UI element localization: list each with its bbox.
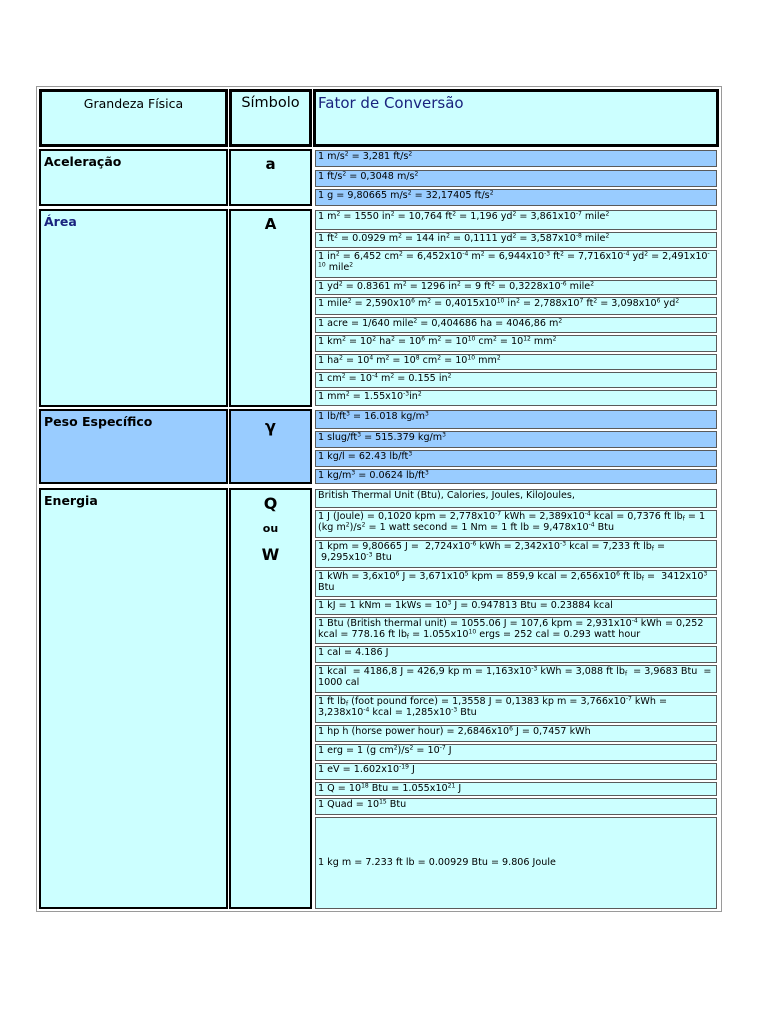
conversion-row-30 [315, 798, 717, 815]
group-aceleracao-name: Aceleração [44, 154, 122, 169]
group-peso-cell [39, 409, 228, 484]
conversion-row-0 [315, 150, 717, 167]
header-grandeza: Grandeza Física [83, 96, 184, 111]
conversion-row-12 [315, 390, 717, 406]
conversion-text: 1 kg m = 7.233 ft lb = 0.00929 Btu = 9.806 Joule [318, 857, 556, 869]
conversion-text: 1 $km^2 = 10^2$ $ha^2 = 10^6$ $m^2 = 10^{10}$ $cm^2 = 10^{12}$ $mm^2$ [318, 335, 557, 347]
conversion-text: 1 $yd^2 = 0.8361$ $m^2 = 1296$ $in^2 = 9$ $ft^2 = 0,3228x10^{-6}$ mile$^2$ [318, 280, 595, 292]
conversion-text: 1 $kg/m^3 = 0.0624$ $lb/ft^3$ [318, 469, 429, 481]
conversion-text: 1 Btu (British thermal unit) = 1055.06 J = 107,6 kpm = $2,931x10^{-4}$ kWh = 0,252 kcal = 778.16 ft $lb_f = 1.055x10^{10}$ ergs = 252 cal = 0.293 watt hour [318, 617, 704, 640]
conversion-row-9 [315, 335, 717, 352]
conversion-row-2 [315, 189, 717, 206]
conversion-row-6 [315, 280, 717, 295]
conversion-text: 1 kJ = 1 kNm = $1kWs = 10^3$ J = 0.947813 Btu = 0.23884 kcal [318, 599, 613, 611]
conversion-row-22 [315, 617, 717, 644]
conversion-row-14 [315, 431, 717, 448]
conversion-row-28 [315, 763, 717, 780]
conversion-row-1 [315, 170, 717, 187]
group-energia-symbol-alt: W [261, 545, 280, 564]
conversion-text: 1 $ha^2 = 10^4$ $m^2 = 10^8$ $cm^2 = 10^{10}$ $mm^2$ [318, 354, 501, 366]
conversion-text: 1 $lb/ft^3 = 16.018$ $kg/m^3$ [318, 410, 429, 422]
conversion-row-21 [315, 599, 717, 615]
group-peso-symbol-cell [229, 409, 312, 484]
conversion-row-18 [315, 510, 717, 538]
group-area-symbol-cell [229, 209, 312, 407]
conversion-row-24 [315, 665, 717, 693]
conversion-row-11 [315, 372, 717, 388]
conversion-row-13 [315, 410, 717, 429]
conversion-text: 1 $m/s^2 = 3,281$ $ft/s^2$ [318, 150, 413, 162]
conversion-text: 1 hp h (horse power hour) = $2,6846x10^6$ J = 0,7457 kWh [318, 725, 591, 737]
group-energia-symbol-cell [229, 488, 312, 909]
header-grandeza-cell [39, 89, 228, 147]
group-aceleracao-symbol-cell [229, 149, 312, 206]
conversion-row-26 [315, 725, 717, 742]
conversion-row-17 [315, 489, 717, 508]
conversion-text: 1 mile$^2$ = $2,590x10^6$ $m^2 = 0,4015x10^{10}$ $in^2 = 2,788x10^7$ $ft^2 = 3,098x10^6$ $yd^2$ [318, 297, 680, 309]
header-fator-cell [313, 89, 719, 147]
conversion-text: 1 $mm^2 = 1.55x10^{-3}in^2$ [318, 390, 422, 402]
conversion-text: 1 kpm = 9,80665 $J = 2,724x10^{-6}$ kWh = $2,342x10^{-3}$ kcal = 7,233 ft $lb_f = 9,295x10^{-3}$ Btu [318, 540, 666, 563]
conversion-row-25 [315, 695, 717, 723]
conversion-row-16 [315, 469, 717, 484]
conversion-row-10 [315, 354, 717, 370]
conversion-text: 1 $m^2 = 1550$ $in^2 = 10,764$ $ft^2 = 1,196$ $yd^2 = 3,861x10^{-7}$ mile$^2$ [318, 210, 610, 222]
group-aceleracao-cell [39, 149, 228, 206]
conversion-text: 1 $in^2 = 6,452$ $cm^2 = 6,452x10^{-4}$ $m^2 = 6,944x10^{-3}$ $ft^2 = 7,716x10^{-4}$ $yd^2 = 2,491x10^{-10}$ mile$^2$ [318, 250, 710, 273]
group-peso-symbol: γ [265, 417, 276, 436]
conversion-text: 1 cal = 4.186 J [318, 647, 389, 658]
conversion-text: 1 $cm^2 = 10^{-4}$ $m^2 = 0.155$ $in^2$ [318, 372, 452, 384]
conversion-text: 1 eV = $1.602x10^{-19}$ J [318, 763, 415, 775]
conversion-row-3 [315, 210, 717, 230]
conversion-text: 1 kcal = 4186,8 J = 426,9 kp $m = 1,163x10^{-3}$ kWh = 3,088 ft $lb_f = 3,9683$ Btu = 1000 cal [318, 665, 712, 688]
group-area-cell [39, 209, 228, 407]
conversion-row-29 [315, 782, 717, 796]
group-energia-symbol-ou: ou [262, 522, 279, 535]
conversion-row-31 [315, 817, 717, 909]
conversion-row-27 [315, 744, 717, 761]
group-area-name: Área [44, 214, 77, 229]
conversion-text: 1 ft $lb_f$ (foot pound force) = 1,3558 J = 0,1383 kp $m = 3,766x10^{-7}$ kWh = $3,238x10^{-4}$ kcal = $1,285x10^{-3}$ Btu [318, 695, 668, 718]
conversion-row-15 [315, 450, 717, 467]
conversion-text: 1 J (Joule) = 0,1020 kpm = $2,778x10^{-7}$ kWh = $2,389x10^{-4}$ kcal = 0,7376 ft $lb_f = 1$ (kg $m^2)/s^2 = 1$ watt second = 1 Nm = 1 ft lb = $9,478x10^{-4}$ Btu [318, 510, 706, 533]
conversion-text: British Thermal Unit (Btu), Calories, Joules, KiloJoules, [318, 490, 575, 501]
group-energia-symbol: Q [263, 494, 278, 513]
conversion-text: 1 g = 9,80665 $m/s^2 = 32,17405$ $ft/s^2$ [318, 189, 494, 201]
group-peso-name: Peso Específico [44, 414, 153, 429]
group-area-symbol: A [264, 215, 277, 233]
group-energia-cell [39, 488, 228, 909]
header-fator: Fator de Conversão [318, 94, 464, 112]
conversion-row-8 [315, 317, 717, 333]
conversion-text: 1 kg/l = 62.43 $lb/ft^3$ [318, 450, 413, 462]
conversion-row-20 [315, 570, 717, 597]
conversion-row-23 [315, 646, 717, 663]
header-simbolo-cell [229, 89, 312, 147]
conversion-row-7 [315, 297, 717, 315]
conversion-row-4 [315, 232, 717, 248]
conversion-text: 1 $ft^2 = 0.0929$ $m^2 = 144$ $in^2 = 0,1111$ $yd^2 = 3,587x10^{-8}$ mile$^2$ [318, 232, 610, 244]
conversion-text: 1 slug/$ft^3 = 515.379$ $kg/m^3$ [318, 431, 446, 443]
conversion-text: 1 kWh = $3,6x10^6$ $J = 3,671x10^5$ kpm = 859,9 kcal = $2,656x10^6$ ft $lb_f = 3412x10^3$ Btu [318, 570, 708, 593]
header-simbolo: Símbolo [241, 95, 300, 111]
conversion-text: 1 erg = 1 (g $cm^2)/s^2 = 10^{-7}$ J [318, 744, 452, 756]
conversion-text: 1 $Q = 10^{18}$ Btu = $1.055x10^{21}$ J [318, 782, 462, 794]
conversion-text: 1 Quad = $10^{15}$ Btu [318, 798, 407, 810]
group-energia-name: Energia [44, 493, 98, 508]
group-aceleracao-symbol: a [265, 155, 276, 173]
conversion-row-19 [315, 540, 717, 568]
conversion-text: 1 acre = 1/640 mile$^2$ = 0,404686 ha = 4046,86 $m^2$ [318, 317, 563, 329]
conversion-text: 1 $ft/s^2 = 0,3048$ $m/s^2$ [318, 170, 419, 182]
conversion-row-5 [315, 250, 717, 278]
